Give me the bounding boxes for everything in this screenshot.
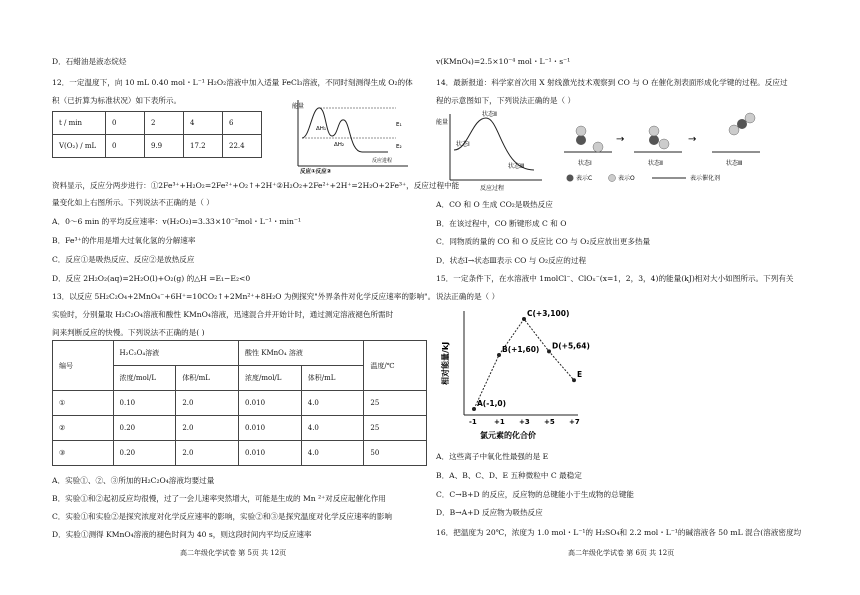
table-cell: 体积/mL xyxy=(176,366,239,391)
q12-data-table xyxy=(52,111,262,158)
table-cell: 4 xyxy=(184,112,223,135)
table-cell: H₂C₂O₄溶液 xyxy=(113,341,238,366)
q13-option-c: C．实验①和实验②是探究浓度对化学反应速率的影响，实验②和③是探究温度对化学反应速率的影响 xyxy=(52,512,392,521)
q15-energy-chart xyxy=(436,305,590,440)
table-row xyxy=(53,391,427,416)
table-cell: ③ xyxy=(53,441,114,466)
q11-option-d: D．石蜡油是液态烷烃 xyxy=(52,57,127,66)
q14-option-c: C．同物质的量的 CO 和 O 反应比 CO 与 O₂反应放出更多热量 xyxy=(436,237,651,246)
table-cell: 0.010 xyxy=(238,441,301,466)
table-cell: 0 xyxy=(106,112,145,135)
q14-stem-line2: 程的示意图如下，下列说法正确的是（ ） xyxy=(436,96,576,105)
state2-caption: 状态Ⅱ xyxy=(648,160,663,167)
q14-stem-line1: 14．最新报道：科学家首次用 X 射线激光技术观察到 CO 与 O 在催化剂表面形成化学键的过程。反应过 xyxy=(436,78,788,87)
arrow-icon: → xyxy=(616,134,625,145)
arrow-icon: → xyxy=(688,134,697,145)
y-axis-label: 相对能量/kJ xyxy=(441,341,450,385)
q15-stem-line2: 说法正确的是（ ） xyxy=(436,292,500,301)
data-label: B(+1,60) xyxy=(502,345,540,354)
q12-info-line2: 量变化如上右图所示。下列说法不正确的是（ ） xyxy=(52,198,214,207)
state1-caption: 状态Ⅰ xyxy=(578,160,592,167)
q15-option-b: B．A、B、C、D、E 五种微粒中 C 最稳定 xyxy=(436,471,582,480)
table-row xyxy=(53,341,427,366)
state1-label: 状态Ⅰ xyxy=(456,141,470,148)
q12-option-c: C．反应①是吸热反应、反应②是放热反应 xyxy=(52,255,195,264)
state3-caption: 状态Ⅲ xyxy=(726,160,743,167)
table-cell: 2.0 xyxy=(176,391,239,416)
table-cell: 25 xyxy=(364,391,427,416)
right-column xyxy=(436,0,831,595)
table-cell: 4.0 xyxy=(301,416,364,441)
q13-option-d: D．实验①测得 KMnO₄溶液的褪色时间为 40 s，则这段时间内平均反应速率 xyxy=(52,530,312,539)
energy-label: 能量 xyxy=(436,119,449,126)
q13-experiment-table xyxy=(52,340,427,466)
q14-option-d: D．状态Ⅰ→状态Ⅲ表示 CO 与 O₂反应的过程 xyxy=(436,256,587,265)
x-axis-label: 氯元素的化合价 xyxy=(480,431,536,440)
q13-rate-value: v(KMnO₄)=2.5×10⁻⁴ mol・L⁻¹・s⁻¹ xyxy=(436,57,571,66)
q13-option-a: A．实验①、②、③所加的H₂C₂O₄溶液均要过量 xyxy=(52,476,215,485)
table-cell: 酸性 KMnO₄ 溶液 xyxy=(238,341,363,366)
data-label: D(+5,64) xyxy=(552,341,590,351)
q12-info-line1: 资料显示，反应分两步进行：①2Fe³⁺+H₂O₂=2Fe²⁺+O₂↑+2H⁺②H₂O₂+2Fe²⁺+2H⁺=2H₂O+2Fe³⁺，反应过程中能 xyxy=(52,181,460,190)
table-cell: 浓度/mol/L xyxy=(238,366,301,391)
q12-stem-line1: 12．一定温度下，向 10 mL 0.40 mol・L⁻¹ H₂O₂溶液中加入适量 FeCl₃溶液，不同时刻测得生成 O₂的体 xyxy=(52,78,413,87)
q13-option-b: B．实验①和②起初反应均很慢，过了一会儿速率突然增大，可能是生成的 Mn ²⁺对反应起催化作用 xyxy=(52,494,386,503)
table-cell: 温度/℃ xyxy=(364,341,427,391)
q12-stem-line2: 积（已折算为标准状况）如下表所示。 xyxy=(52,96,182,105)
table-row xyxy=(53,112,262,135)
q14-reaction-diagram xyxy=(436,110,826,192)
table-cell: 编号 xyxy=(53,341,114,391)
data-point xyxy=(547,349,551,353)
x-tick-label: +3 xyxy=(519,418,530,426)
dh2-label: ΔH₂ xyxy=(334,142,345,148)
table-cell: 0.010 xyxy=(238,391,301,416)
table-row xyxy=(53,135,262,158)
legend-c: 表示C xyxy=(576,175,593,182)
q12-option-d: D．反应 2H₂O₂(aq)=2H₂O(l)+O₂(g) 的△H =E₁−E₂<0 xyxy=(52,274,251,283)
data-label: E xyxy=(577,370,583,380)
table-cell: 17.2 xyxy=(184,135,223,158)
q12-option-b: B．Fe³⁺的作用是增大过氧化氢的分解速率 xyxy=(52,236,196,245)
table-cell: 22.4 xyxy=(223,135,262,158)
table-cell: 2 xyxy=(145,112,184,135)
table-row xyxy=(53,441,427,466)
process-label: 反应过程 xyxy=(480,185,505,192)
table-cell: 4.0 xyxy=(301,441,364,466)
q13-stem-line1: 13．以反应 5H₂C₂O₄+2MnO₄⁻+6H⁺=10CO₂↑+2Mn²⁺+8H₂O 为例探究"外界条件对化学反应速率的影响"。 xyxy=(52,292,436,301)
x-tick-label: +5 xyxy=(544,418,555,426)
data-label: A(-1,0) xyxy=(477,399,507,408)
x-tick-label: +7 xyxy=(569,418,580,426)
data-point xyxy=(472,407,476,411)
q14-option-b: B．在该过程中，CO 断键形成 C 和 O xyxy=(436,219,567,228)
x-tick-label: +1 xyxy=(494,418,505,426)
table-cell: V(O₂) / mL xyxy=(53,135,106,158)
data-label: C(+3,100) xyxy=(527,309,570,318)
table-cell: 25 xyxy=(364,416,427,441)
table-cell: 9.9 xyxy=(145,135,184,158)
x-tick-label: -1 xyxy=(469,418,477,426)
state2-label: 状态Ⅱ xyxy=(482,111,497,118)
e1-label: E₁ xyxy=(396,122,402,128)
table-cell: 4.0 xyxy=(301,391,364,416)
legend-catalyst: 表示催化剂 xyxy=(690,175,721,182)
state3-label: 状态Ⅲ xyxy=(508,163,525,170)
data-point xyxy=(522,317,526,321)
energy-label: 能量 xyxy=(292,103,305,110)
progress-label: 反应进程 xyxy=(372,158,393,164)
table-cell: t / min xyxy=(53,112,106,135)
q12-energy-diagram xyxy=(292,96,412,174)
q13-stem-line2: 实验时，分别量取 H₂C₂O₄溶液和酸性 KMnO₄溶液，迅速混合并开始计时，通过测定溶液褪色所需时 xyxy=(52,310,394,319)
q15-option-d: D．B→A+D 反应物为吸热反应 xyxy=(436,508,543,517)
dh1-label: ΔH₁ xyxy=(316,126,327,132)
q16-stem-line1: 16．把温度为 20℃，浓度为 1.0 mol・L⁻¹的 H₂SO₄和 2.2 mol・L⁻¹的碱溶液各 50 mL 混合(溶液密度均 xyxy=(436,528,802,537)
legend-o: 表示O xyxy=(618,175,635,182)
table-cell: 2.0 xyxy=(176,416,239,441)
table-cell: 体积/mL xyxy=(301,366,364,391)
table-cell: 0.010 xyxy=(238,416,301,441)
data-point xyxy=(572,378,576,382)
table-cell: 0.20 xyxy=(113,416,176,441)
page-footer-left: 高二年级化学试卷 第 5页 共 12页 xyxy=(180,549,287,557)
table-cell: ② xyxy=(53,416,114,441)
q15-stem-line1: 15．一定条件下，在水溶液中 1molCl⁻、ClOₓ⁻(x=1，2，3，4)的能量(kJ)相对大小如图所示。下列有关 xyxy=(436,274,794,283)
e2-label: E₂ xyxy=(396,144,402,150)
reaction-label: 反应①反应② xyxy=(300,169,332,175)
table-cell: 2.0 xyxy=(176,441,239,466)
table-cell: 0 xyxy=(106,135,145,158)
table-cell: 6 xyxy=(223,112,262,135)
q14-option-a: A．CO 和 O 生成 CO₂是吸热反应 xyxy=(436,200,553,209)
q12-option-a: A．0～6 min 的平均反应速率：v(H₂O₂)=3.33×10⁻²mol・L⁻¹・min⁻¹ xyxy=(52,217,301,226)
table-cell: 50 xyxy=(364,441,427,466)
table-row xyxy=(53,416,427,441)
page-footer-right: 高二年级化学试卷 第 6页 共 12页 xyxy=(568,549,675,557)
q15-option-c: C．C→B+D 的反应，反应物的总键能小于生成物的总键能 xyxy=(436,490,634,499)
table-cell: 0.20 xyxy=(113,441,176,466)
q15-option-a: A．这些离子中氧化性最强的是 E xyxy=(436,452,549,461)
q13-stem-line3: 间来判断反应的快慢。下列说法不正确的是( ) xyxy=(52,328,205,337)
table-cell: ① xyxy=(53,391,114,416)
data-point xyxy=(497,353,501,357)
table-cell: 浓度/mol/L xyxy=(113,366,176,391)
table-cell: 0.10 xyxy=(113,391,176,416)
